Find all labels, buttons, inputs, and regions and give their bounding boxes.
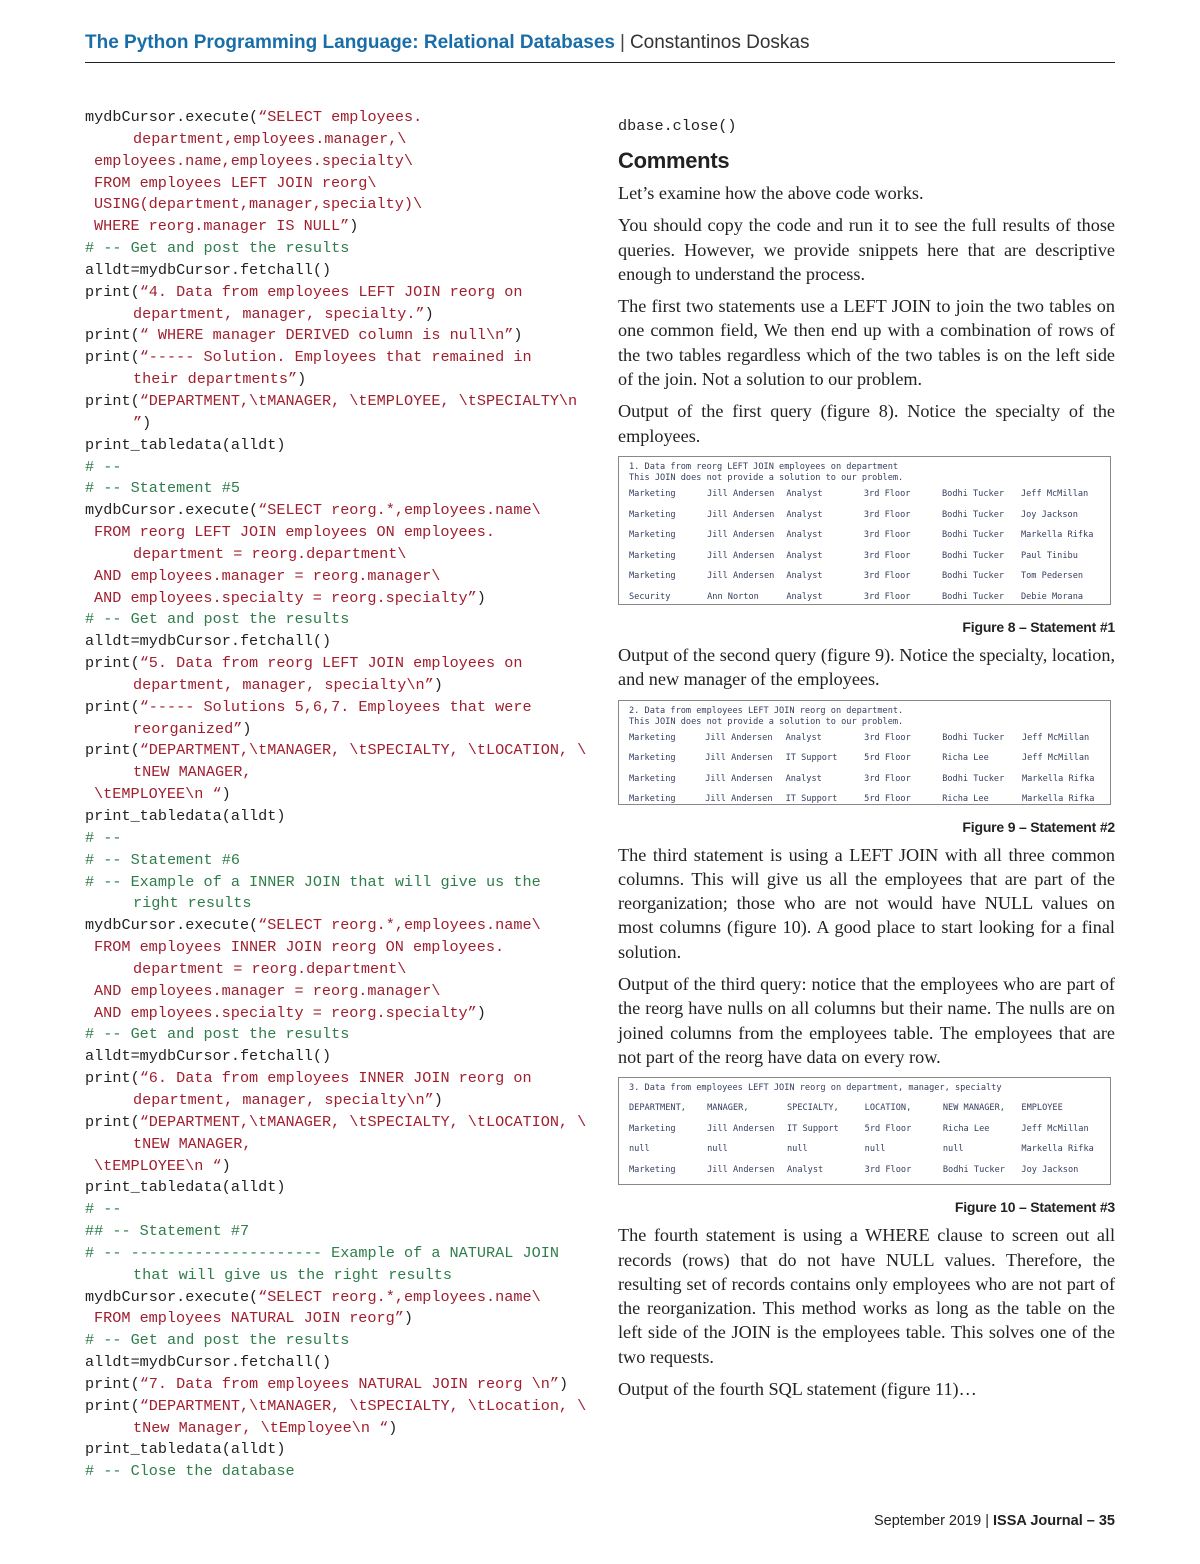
code-text: ) [433, 1090, 443, 1109]
table-cell: SPECIALTY, [786, 1103, 839, 1114]
table-cell: Markella Rifka [1021, 1144, 1094, 1155]
code-line [85, 1461, 585, 1483]
code-string: department = reorg.department\ [133, 544, 407, 563]
table-row [629, 728, 1110, 749]
table-cell: Analyst [786, 530, 823, 541]
code-text: mydbCursor.execute( [85, 501, 259, 520]
code-line [85, 1352, 585, 1374]
footer-date: September 2019 [873, 1513, 982, 1529]
code-line [85, 828, 585, 850]
code-text: ) [424, 304, 434, 323]
table-cell: 3rd Floor [863, 530, 911, 541]
code-line [85, 1177, 585, 1199]
table-cell: Markella Rifka [1021, 773, 1095, 784]
table-cell: Marketing [629, 571, 676, 582]
code-comment: that will give us the right results [133, 1265, 452, 1284]
table-cell: Bodhi Tucker [941, 509, 1005, 520]
code-line [85, 1396, 585, 1418]
table-cell: Richa Lee [942, 753, 989, 764]
table-cell: Jill Andersen [705, 732, 773, 743]
code-string: “SELECT reorg.*,employees.name\ [258, 1287, 541, 1306]
code-string: “6. Data from employees INNER JOIN reorg on [139, 1069, 532, 1088]
table-cell: Marketing [629, 773, 676, 784]
figure-header-line: This JOIN does not provide a solution to our problem. [629, 716, 904, 727]
code-line [85, 850, 585, 872]
code-line [85, 1024, 585, 1046]
table-cell: Marketing [629, 753, 676, 764]
footer-journal: ISSA Journal – 35 [993, 1513, 1115, 1529]
figure-8-caption: Figure 8 – Statement #1 [962, 618, 1115, 635]
paragraph: Let’s examine how the above code works. [618, 183, 924, 203]
code-string: “----- Solutions 5,6,7. Employees that were [139, 697, 532, 716]
code-text: ) [297, 370, 307, 389]
table-cell: 3rd Floor [863, 509, 911, 520]
code-comment: # -- Get and post the results [85, 1331, 350, 1350]
code-comment: # -- [85, 828, 122, 847]
table-cell: Marketing [629, 1123, 676, 1134]
table-cell: Jeff McMillan [1020, 489, 1089, 500]
figure-10-screenshot [618, 1077, 1111, 1185]
code-text: mydbCursor.execute( [85, 1287, 259, 1306]
table-cell: 3rd Floor [864, 773, 911, 784]
table-cell: Tom Pedersen [1020, 571, 1084, 582]
code-comment: # -- Statement #5 [85, 479, 240, 498]
table-cell: Jill Andersen [707, 571, 775, 582]
code-text: print( [85, 697, 140, 716]
code-text: ) [142, 413, 152, 432]
table-cell: 3rd Floor [863, 571, 911, 582]
table-cell: Jill Andersen [707, 550, 775, 561]
code-text: alldt=mydbCursor.fetchall() [85, 632, 332, 651]
running-header [85, 30, 1115, 63]
code-string: “SELECT employees. [258, 108, 423, 126]
code-line [85, 1439, 585, 1461]
code-string: \tEMPLOYEE\n “ [94, 785, 222, 804]
table-cell: Analyst [786, 509, 823, 520]
table-row [629, 586, 1110, 605]
table-cell: 5rd Floor [864, 1123, 912, 1134]
code-line [85, 1090, 585, 1112]
code-comment: # -- Get and post the results [85, 1025, 350, 1044]
table-cell: 3rd Floor [864, 1164, 912, 1175]
table-row [629, 1119, 1110, 1140]
code-line [85, 893, 585, 915]
table-cell: Markella Rifka [1020, 530, 1094, 541]
code-line [85, 260, 585, 282]
code-string: “SELECT reorg.*,employees.name\ [258, 501, 541, 520]
code-text: print( [85, 391, 140, 410]
code-line [85, 522, 585, 544]
code-line [85, 1308, 585, 1330]
code-string: “DEPARTMENT,\tMANAGER, \tSPECIALTY, \tLOCATION, \ [139, 1112, 587, 1131]
paragraph: Output of the second query (figure 9). Notice the specialty, location, and new manager of the employees. [618, 644, 1115, 690]
code-line [85, 1068, 585, 1090]
table-cell: Jill Andersen [705, 753, 773, 764]
table-cell: 5rd Floor [864, 794, 911, 805]
code-string: “DEPARTMENT,\tMANAGER, \tEMPLOYEE, \tSPECIALTY\n [139, 391, 578, 410]
code-string: department, manager, specialty\n” [133, 675, 434, 694]
code-string: “5. Data from reorg LEFT JOIN employees on [139, 654, 523, 673]
code-string: “SELECT reorg.*,employees.name\ [258, 916, 541, 935]
code-line [85, 697, 585, 719]
code-text: print( [85, 1396, 140, 1415]
figure-9-caption: Figure 9 – Statement #2 [962, 818, 1115, 835]
code-text: mydbCursor.execute( [85, 108, 259, 126]
code-line [85, 588, 585, 610]
table-row [629, 1098, 1110, 1119]
paragraph: Output of the third query: notice that the employees who are part of the reorg have nulls on all columns but their name. The nulls are on joined columns from the employees table. The employees that are not part of the reorg have data on every row. [618, 974, 1115, 1067]
table-row [629, 504, 1110, 525]
table-cell: 3rd Floor [863, 591, 911, 602]
table-cell: Analyst [786, 591, 823, 602]
code-line [85, 784, 585, 806]
code-text: alldt=mydbCursor.fetchall() [85, 1047, 332, 1066]
table-row [629, 769, 1110, 790]
code-line [85, 719, 585, 741]
figure-10-table [629, 1098, 1110, 1180]
code-line [85, 107, 585, 129]
table-row [629, 545, 1110, 566]
table-cell: Bodhi Tucker [942, 1164, 1005, 1175]
code-line [85, 457, 585, 479]
table-row [629, 789, 1110, 805]
code-string: FROM employees LEFT JOIN reorg\ [94, 173, 377, 192]
figure-header-line: 3. Data from employees LEFT JOIN reorg on department, manager, specialty [629, 1083, 1002, 1094]
table-cell: 3rd Floor [864, 732, 911, 743]
figure-9-table [629, 728, 1110, 805]
table-cell: NEW MANAGER, [942, 1103, 1005, 1114]
table-cell: Jeff McMillan [1021, 753, 1090, 764]
table-cell: MANAGER, [707, 1103, 749, 1114]
code-line [85, 413, 585, 435]
table-cell: Marketing [629, 732, 676, 743]
code-string: “DEPARTMENT,\tMANAGER, \tSPECIALTY, \tLOCATION, \ [139, 741, 587, 760]
code-line [85, 1330, 585, 1352]
code-text: ) [221, 785, 231, 804]
footer-separator: | [985, 1513, 989, 1529]
code-string: employees.name,employees.specialty\ [94, 151, 413, 170]
code-string: ” [133, 413, 143, 432]
code-line [85, 238, 585, 260]
table-cell: null [629, 1144, 650, 1155]
code-line [85, 631, 585, 653]
table-cell: null [707, 1144, 728, 1155]
code-line [85, 151, 585, 173]
table-cell: Bodhi Tucker [941, 530, 1005, 541]
code-string: AND employees.manager = reorg.manager\ [94, 981, 441, 1000]
code-line [85, 959, 585, 981]
paragraph: The first two statements use a LEFT JOIN to join the two tables on one common field, We then end up with a combination of rows of the two tables regardless which of the two tables is on the left side of the join. Not a solution to our problem. [618, 296, 1115, 390]
page-footer [874, 1513, 1115, 1529]
code-line [85, 1418, 585, 1440]
code-line [85, 1374, 585, 1396]
code-line [85, 1134, 585, 1156]
code-line [85, 369, 585, 391]
figure-8-table [629, 484, 1110, 605]
code-comment: # -- Example of a INNER JOIN that will give us the [85, 872, 541, 891]
table-cell: Marketing [629, 1164, 676, 1175]
table-cell: Bodhi Tucker [942, 773, 1005, 784]
code-comment: # -- --------------------- Example of a NATURAL JOIN [85, 1243, 559, 1262]
code-text: print( [85, 282, 140, 301]
code-text: print( [85, 1374, 140, 1393]
code-text: ) [349, 217, 359, 236]
figure-8-screenshot [618, 456, 1111, 605]
code-string: USING(department,manager,specialty)\ [94, 195, 423, 214]
code-line [85, 1287, 585, 1309]
code-text: print( [85, 1112, 140, 1131]
code-comment: # -- [85, 1200, 122, 1219]
table-cell: Richa Lee [942, 794, 989, 805]
code-string: department = reorg.department\ [133, 959, 407, 978]
figure-9-screenshot [618, 700, 1111, 805]
code-line [85, 173, 585, 195]
table-cell: Analyst [786, 571, 823, 582]
code-line [85, 653, 585, 675]
code-line [85, 915, 585, 937]
section-heading-comments: Comments [618, 148, 730, 173]
code-comment: # -- Statement #6 [85, 850, 240, 869]
code-line [85, 1221, 585, 1243]
code-string: AND employees.manager = reorg.manager\ [94, 566, 441, 585]
journal-article-title: The Python Programming Language: Relational Databases [85, 32, 615, 53]
code-comment: # -- Close the database [85, 1462, 295, 1481]
code-string: department,employees.manager,\ [133, 129, 407, 148]
code-line [85, 129, 585, 151]
table-cell: Jill Andersen [705, 794, 773, 805]
code-close-line: dbase.close() [618, 117, 737, 135]
code-string: FROM reorg LEFT JOIN employees ON employees. [94, 523, 496, 542]
code-comment: # -- [85, 457, 122, 476]
code-text: mydbCursor.execute( [85, 916, 259, 935]
table-cell: Richa Lee [942, 1123, 990, 1134]
code-string: AND employees.specialty = reorg.specialty” [94, 1003, 477, 1022]
table-row [629, 748, 1110, 769]
code-listing [85, 107, 585, 1483]
table-cell: LOCATION, [864, 1103, 912, 1114]
code-line [85, 1199, 585, 1221]
code-string: department, manager, specialty\n” [133, 1090, 434, 1109]
table-cell: Analyst [786, 1164, 824, 1175]
code-string: \tEMPLOYEE\n “ [94, 1156, 222, 1175]
code-text: ) [433, 675, 443, 694]
table-cell: Markella Rifka [1021, 794, 1095, 805]
code-string: reorganized” [133, 719, 243, 738]
paragraph: Output of the first query (figure 8). Notice the specialty of the employees. [618, 401, 1115, 446]
table-cell: IT Support [786, 1123, 839, 1134]
code-line [85, 740, 585, 762]
table-row [629, 1160, 1110, 1181]
table-cell: Analyst [785, 773, 822, 784]
table-cell: Bodhi Tucker [941, 489, 1005, 500]
code-text: print_tabledata(alldt) [85, 435, 286, 454]
code-comment: # -- Get and post the results [85, 610, 350, 629]
code-text: ) [476, 588, 486, 607]
code-line [85, 325, 585, 347]
code-text: print( [85, 348, 140, 367]
code-line [85, 1243, 585, 1265]
table-cell: Analyst [786, 489, 823, 500]
code-line [85, 806, 585, 828]
code-line [85, 216, 585, 238]
code-line [85, 1156, 585, 1178]
code-text: ) [513, 326, 523, 345]
code-string: “7. Data from employees NATURAL JOIN reorg \n” [139, 1374, 559, 1393]
code-line [85, 544, 585, 566]
figure-header-line: 1. Data from reorg LEFT JOIN employees on department [629, 461, 899, 472]
code-line [85, 347, 585, 369]
table-cell: Debie Morana [1020, 591, 1084, 602]
table-cell: Marketing [629, 489, 676, 500]
code-line [85, 762, 585, 784]
table-cell: Jill Andersen [707, 509, 775, 520]
code-text: alldt=mydbCursor.fetchall() [85, 1353, 332, 1372]
paragraph: The fourth statement is using a WHERE clause to screen out all records (rows) that do not have NULL values. Therefore, the resulting set of records contains only employees who are not part of the reorganization. This method works as long as the table on the left side of the JOIN is the employees table. This solves one of the two requests. [618, 1225, 1115, 1367]
code-text: ) [221, 1156, 231, 1175]
code-string: “ WHERE manager DERIVED column is null\n” [139, 326, 514, 345]
table-cell: IT Support [785, 753, 838, 764]
code-string: their departments” [133, 370, 298, 389]
table-cell: Paul Tinibu [1020, 550, 1078, 561]
code-comment: # -- Get and post the results [85, 239, 350, 258]
table-cell: Jeff McMillan [1021, 732, 1090, 743]
code-line [85, 500, 585, 522]
table-cell: Analyst [785, 732, 822, 743]
code-string: tNew Manager, \tEmployee\n “ [133, 1418, 389, 1437]
code-line [85, 1112, 585, 1134]
code-text: alldt=mydbCursor.fetchall() [85, 260, 332, 279]
article-author: Constantinos Doskas [629, 32, 810, 53]
table-cell: null [864, 1144, 886, 1155]
table-cell: Jill Andersen [707, 530, 775, 541]
code-string: “DEPARTMENT,\tMANAGER, \tSPECIALTY, \tLocation, \ [139, 1396, 587, 1415]
code-string: “4. Data from employees LEFT JOIN reorg on [139, 282, 523, 301]
paragraph: The third statement is using a LEFT JOIN with all three common columns. This will give us all the employees that are part of the reorganization; those who are not would have NULL values on most columns (figure 10). A good place to start looking for a final solution. [618, 844, 1115, 962]
code-line [85, 1046, 585, 1068]
table-row [629, 484, 1110, 505]
code-comment: ## -- Statement #7 [85, 1222, 250, 1241]
table-cell: Jill Andersen [707, 1164, 775, 1175]
code-line [85, 304, 585, 326]
right-column [618, 115, 1115, 1409]
code-line [85, 566, 585, 588]
code-text: print( [85, 741, 140, 760]
table-cell: Jill Andersen [707, 489, 775, 500]
table-cell: null [786, 1144, 808, 1155]
code-line [85, 981, 585, 1003]
table-cell: Security [629, 591, 671, 602]
table-row [629, 1139, 1110, 1160]
table-cell: Ann Norton [707, 591, 759, 602]
paragraph: You should copy the code and run it to see the full results of those queries. However, we provide snippets here that are descriptive enough to understand the process. [618, 215, 1115, 284]
code-text: ) [388, 1418, 398, 1437]
code-string: tNEW MANAGER, [133, 1134, 252, 1153]
code-string: tNEW MANAGER, [133, 763, 252, 782]
table-cell: Bodhi Tucker [941, 550, 1005, 561]
code-line [85, 675, 585, 697]
figure-header-line: This JOIN does not provide a solution to our problem. [629, 472, 904, 483]
table-cell: Bodhi Tucker [941, 591, 1005, 602]
code-line [85, 194, 585, 216]
table-cell: EMPLOYEE [1021, 1103, 1063, 1114]
code-text: print( [85, 654, 140, 673]
table-cell: 3rd Floor [863, 550, 911, 561]
code-line [85, 937, 585, 959]
code-text: ) [403, 1309, 414, 1328]
table-cell: 3rd Floor [863, 489, 911, 500]
code-string: “----- Solution. Employees that remained in [139, 348, 532, 367]
code-text: print( [85, 326, 140, 345]
table-cell: Joy Jackson [1020, 509, 1078, 520]
table-cell: Marketing [629, 530, 676, 541]
table-cell: Marketing [629, 794, 676, 805]
table-cell: Jeff McMillan [1021, 1123, 1089, 1134]
code-line [85, 478, 585, 500]
table-cell: Bodhi Tucker [941, 571, 1005, 582]
code-string: AND employees.specialty = reorg.specialty” [94, 588, 477, 607]
code-line [85, 1265, 585, 1287]
code-comment: right results [133, 894, 252, 913]
code-line [85, 872, 585, 894]
code-text: print_tabledata(alldt) [85, 807, 286, 825]
code-line [85, 282, 585, 304]
table-cell: Analyst [786, 550, 823, 561]
code-text: ) [558, 1374, 569, 1393]
code-string: department, manager, specialty.” [133, 304, 425, 323]
table-cell: Jill Andersen [705, 773, 773, 784]
table-cell: 5rd Floor [864, 753, 911, 764]
code-string: FROM employees INNER JOIN reorg ON employees. [94, 938, 505, 957]
code-text: ) [476, 1003, 486, 1022]
table-cell: null [942, 1144, 964, 1155]
code-text: print_tabledata(alldt) [85, 1178, 286, 1197]
table-cell: Jill Andersen [707, 1123, 775, 1134]
paragraph: Output of the fourth SQL statement (figure 11)… [618, 1379, 977, 1400]
code-line [85, 609, 585, 631]
code-line [85, 435, 585, 457]
code-text: ) [242, 719, 252, 738]
code-line [85, 1003, 585, 1025]
code-line [85, 391, 585, 413]
code-string: FROM employees NATURAL JOIN reorg” [94, 1309, 404, 1328]
code-text: print( [85, 1069, 140, 1088]
table-cell: IT Support [785, 794, 838, 805]
code-string: WHERE reorg.manager IS NULL” [94, 217, 350, 236]
table-cell: Joy Jackson [1021, 1164, 1079, 1175]
figure-header-line: 2. Data from employees LEFT JOIN reorg on department. [629, 705, 904, 716]
table-row [629, 566, 1110, 587]
table-cell: Bodhi Tucker [942, 732, 1005, 743]
table-cell: Marketing [629, 509, 676, 520]
code-text: print_tabledata(alldt) [85, 1440, 286, 1459]
table-cell: Marketing [629, 550, 676, 561]
header-separator: | [620, 32, 625, 53]
table-cell: DEPARTMENT, [629, 1103, 686, 1114]
table-row [629, 525, 1110, 546]
figure-10-caption: Figure 10 – Statement #3 [954, 1199, 1115, 1216]
